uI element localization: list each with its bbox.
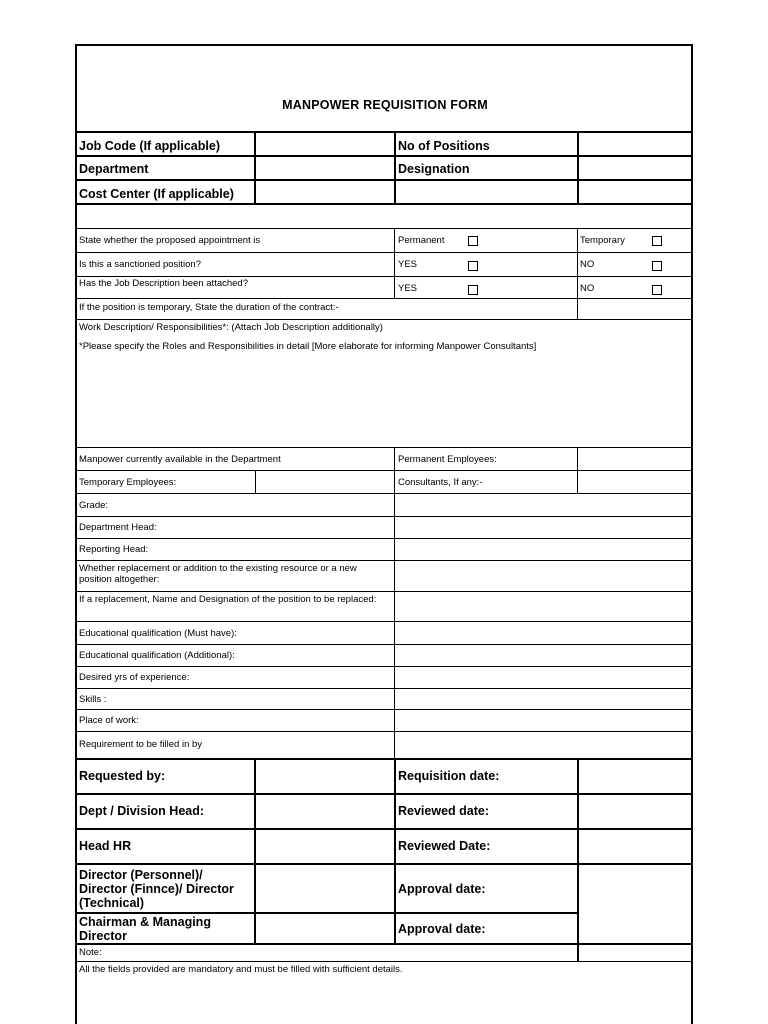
no-of-positions-label: No of Positions	[398, 139, 490, 153]
grade-label: Grade:	[79, 500, 109, 511]
sanctioned-yes-label: YES	[398, 259, 418, 270]
row-line	[75, 943, 693, 945]
row-line	[75, 912, 579, 914]
row-line	[75, 621, 693, 622]
jd-no-label: NO	[580, 283, 595, 294]
row-line	[75, 644, 693, 645]
row-line	[75, 493, 693, 494]
row-line	[75, 516, 693, 517]
row-line	[75, 228, 693, 229]
row-line	[75, 731, 693, 732]
reviewed-date-label: Reviewed date:	[398, 804, 490, 818]
requisition-date-label: Requisition date:	[398, 769, 500, 783]
sanctioned-question: Is this a sanctioned position?	[79, 259, 201, 270]
appointment-question: State whether the proposed appointment is	[79, 235, 261, 246]
replacement-name-label: If a replacement, Name and Designation of the position to be replaced:	[79, 594, 377, 605]
jd-yes-label: YES	[398, 283, 418, 294]
dept-division-head-label: Dept / Division Head:	[79, 804, 205, 818]
col-line	[255, 470, 256, 493]
row-line	[75, 319, 693, 320]
edu-additional-label: Educational qualification (Additional):	[79, 650, 235, 661]
row-line	[75, 298, 693, 299]
col-line	[577, 758, 579, 961]
sanctioned-yes-checkbox[interactable]	[468, 261, 478, 271]
replacement-question-label: Whether replacement or addition to the existing resource or a new position altogether:	[79, 563, 357, 585]
temporary-checkbox[interactable]	[652, 236, 662, 246]
designation-label: Designation	[398, 162, 470, 176]
department-head-label: Department Head:	[79, 522, 157, 533]
consultants-label: Consultants, If any:-	[398, 477, 483, 488]
work-description-label: Work Description/ Responsibilities*: (Attach Job Description additionally)	[79, 322, 383, 333]
jd-question: Has the Job Description been attached?	[79, 278, 248, 289]
row-line	[75, 828, 693, 830]
manpower-available-label: Manpower currently available in the Department	[79, 454, 281, 465]
row-line	[75, 560, 693, 561]
row-line	[75, 591, 693, 592]
col-line	[577, 228, 578, 319]
row-line	[75, 155, 693, 157]
col-line	[577, 131, 579, 203]
col-line	[394, 758, 396, 943]
experience-label: Desired yrs of experience:	[79, 672, 190, 683]
row-line	[75, 863, 693, 865]
cost-center-label: Cost Center (If applicable)	[79, 187, 234, 201]
edu-must-have-label: Educational qualification (Must have):	[79, 628, 237, 639]
row-line	[75, 179, 693, 181]
row-line	[75, 131, 693, 133]
work-description-note: *Please specify the Roles and Responsibilities in detail [More elaborate for informing Manpower Consultants]	[79, 341, 537, 352]
row-line	[75, 203, 693, 205]
col-line	[394, 131, 396, 203]
jd-yes-checkbox[interactable]	[468, 285, 478, 295]
sanctioned-no-label: NO	[580, 259, 595, 270]
permanent-employees-label: Permanent Employees:	[398, 454, 497, 465]
place-of-work-label: Place of work:	[79, 715, 139, 726]
form-title: MANPOWER REQUISITION FORM	[282, 98, 488, 112]
col-line	[254, 758, 256, 943]
reviewed-date-2-label: Reviewed Date:	[398, 839, 491, 853]
row-line	[75, 758, 693, 760]
approval-date-2-label: Approval date:	[398, 922, 486, 936]
row-line	[75, 688, 693, 689]
temporary-duration-label: If the position is temporary, State the duration of the contract:-	[79, 302, 339, 313]
col-line	[577, 447, 578, 493]
row-line	[75, 276, 693, 277]
col-line	[254, 131, 256, 203]
note-text: All the fields provided are mandatory and must be filled with sufficient details.	[79, 964, 403, 975]
note-label: Note:	[79, 947, 102, 958]
permanent-label: Permanent	[398, 235, 445, 246]
department-label: Department	[79, 162, 149, 176]
row-line	[75, 961, 693, 962]
requirement-filled-label: Requirement to be filled in by	[79, 739, 203, 750]
row-line	[75, 538, 693, 539]
head-hr-label: Head HR	[79, 839, 132, 853]
row-line	[75, 666, 693, 667]
skills-label: Skills :	[79, 694, 107, 705]
row-line	[75, 793, 693, 795]
jd-no-checkbox[interactable]	[652, 285, 662, 295]
col-line	[394, 447, 395, 493]
temporary-employees-label: Temporary Employees:	[79, 477, 177, 488]
row-line	[75, 470, 693, 471]
approval-date-label: Approval date:	[398, 882, 486, 896]
reporting-head-label: Reporting Head:	[79, 544, 149, 555]
permanent-checkbox[interactable]	[468, 236, 478, 246]
row-line	[75, 252, 693, 253]
row-line	[75, 709, 693, 710]
sanctioned-no-checkbox[interactable]	[652, 261, 662, 271]
temporary-label: Temporary	[580, 235, 625, 246]
director-label: Director (Personnel)/ Director (Finnce)/ Director (Technical)	[79, 868, 234, 910]
requested-by-label: Requested by:	[79, 769, 166, 783]
chairman-label: Chairman & Managing Director	[79, 915, 211, 943]
col-line	[394, 228, 395, 298]
col-line	[394, 493, 395, 758]
row-line	[75, 447, 693, 448]
job-code-label: Job Code (If applicable)	[79, 139, 220, 153]
